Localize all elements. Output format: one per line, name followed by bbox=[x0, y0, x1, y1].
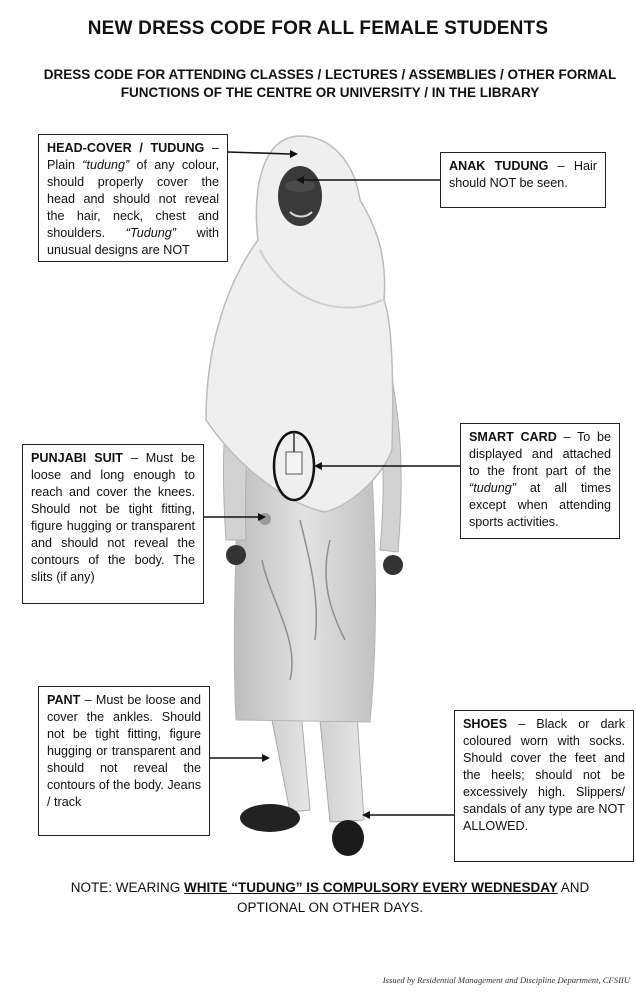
callout-italic: “tudung” bbox=[469, 481, 516, 495]
page-title: NEW DRESS CODE FOR ALL FEMALE STUDENTS bbox=[87, 18, 549, 39]
callout-text: at all times except when attending sports activities. bbox=[469, 481, 611, 529]
issued-by-footer: Issued by Residential Management and Discipline Department, CFSIIU bbox=[382, 975, 630, 985]
callout-anak-tudung bbox=[440, 152, 606, 208]
smart-card bbox=[286, 452, 302, 474]
callout-text: – Plain bbox=[47, 141, 219, 172]
callout-heading: SHOES bbox=[463, 717, 508, 731]
callout-pant bbox=[38, 686, 210, 836]
note-suffix: AND bbox=[557, 880, 590, 895]
left-shoe bbox=[240, 804, 300, 832]
callout-punjabi-suit bbox=[22, 444, 204, 604]
callout-text: – Must be loose and long enough to reach and cover the knees. Should not be tight fitting, figure hugging or transparent and should not reveal the contours of the body. The slits (if any) bbox=[31, 451, 195, 584]
callout-smart-card bbox=[460, 423, 620, 539]
note-prefix: NOTE: WEARING bbox=[70, 880, 184, 895]
callout-italic: “tudung” bbox=[82, 158, 130, 172]
note-line-2: OPTIONAL ON OTHER DAYS. bbox=[236, 900, 424, 915]
callout-italic: “Tudung” bbox=[125, 226, 176, 240]
callout-shoes bbox=[454, 710, 634, 862]
compulsory-note bbox=[40, 878, 620, 918]
callout-heading: PUNJABI SUIT bbox=[31, 451, 123, 465]
callout-text: – Black or dark coloured worn with socks. Should cover the feet and the heels; should not be excessively high. Slippers/ sandals of any type are NOT ALLOWED. bbox=[463, 717, 625, 833]
callout-head-cover bbox=[38, 134, 228, 262]
callout-heading: PANT bbox=[47, 693, 81, 707]
subtitle-line-1: DRESS CODE FOR ATTENDING CLASSES / LECTURES / ASSEMBLIES / OTHER FORMAL bbox=[43, 67, 617, 82]
callout-text: – Must be loose and cover the ankles. Should not be tight fitting, figure hugging or transparent and should not reveal the contours of the body. Jeans / track bbox=[47, 693, 201, 809]
callout-heading: ANAK TUDUNG bbox=[449, 159, 549, 173]
callout-text: of any colour, should properly cover the head and should not reveal the hair, neck, chest and shoulders. bbox=[47, 158, 219, 240]
punjabi-suit-shape bbox=[234, 470, 375, 722]
note-bold: WHITE “TUDUNG” IS COMPULSORY EVERY WEDNESDAY bbox=[183, 880, 558, 895]
callout-text: – To be displayed and attached to the front part of the bbox=[469, 430, 611, 478]
subtitle-line-2: FUNCTIONS OF THE CENTRE OR UNIVERSITY / IN THE LIBRARY bbox=[120, 85, 540, 100]
right-shoe bbox=[332, 820, 364, 856]
callout-text: – Hair should NOT be seen. bbox=[449, 159, 597, 190]
callout-heading: HEAD-COVER / TUDUNG bbox=[47, 141, 205, 155]
callout-text: with unusual designs are NOT bbox=[47, 226, 219, 257]
callout-heading: SMART CARD bbox=[469, 430, 557, 444]
